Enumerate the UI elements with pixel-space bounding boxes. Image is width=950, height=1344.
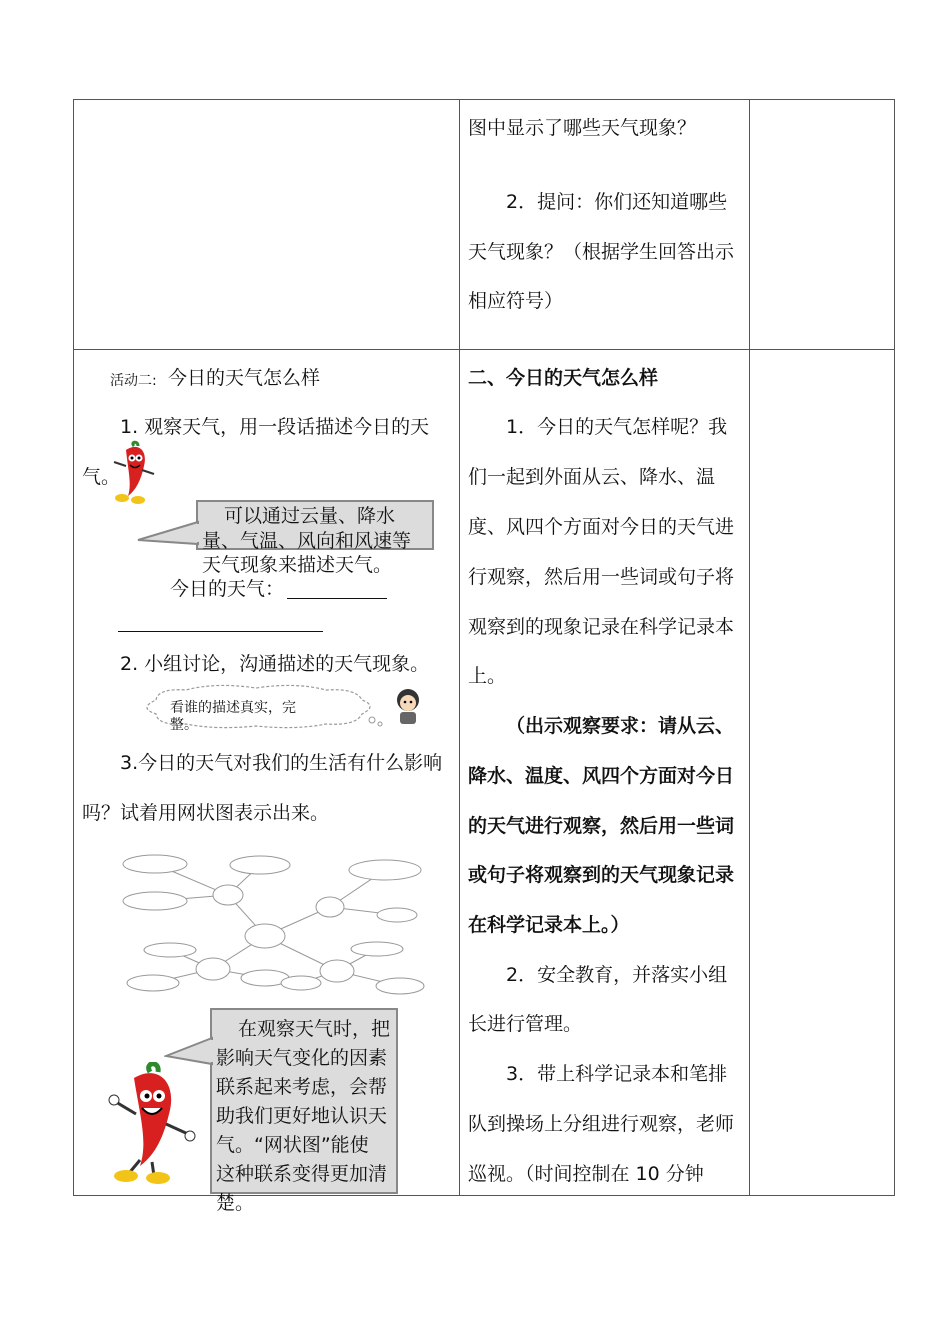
column-divider-1 <box>459 99 460 1196</box>
row-divider <box>73 349 895 350</box>
requirement-line-4: 或句子将观察到的天气现象记录 <box>468 864 735 886</box>
step2-text: 2. 小组讨论，沟通描述的天气现象。 <box>120 653 430 675</box>
para3-line-3: 巡视。（时间控制在 10 分钟 <box>468 1163 704 1185</box>
para3-line-1: 3．带上科学记录本和笔排 <box>506 1063 728 1085</box>
cloud-bubble-line-2: 整。 <box>170 717 198 733</box>
para1-line-5: 观察到的现象记录在科学记录本 <box>468 616 735 638</box>
tip-bubble-pointer <box>164 1036 214 1066</box>
row1-mid-line-4: 相应符号） <box>468 290 564 312</box>
step1-line-2: 气。 <box>82 466 121 488</box>
tip-line-4: 助我们更好地认识天 <box>216 1105 388 1127</box>
para1-line-4: 行观察，然后用一些词或句子将 <box>468 566 735 588</box>
para2-line-1: 2．安全教育，并落实小组 <box>506 964 728 986</box>
web-diagram <box>115 848 427 998</box>
step1-line-1: 1. 观察天气，用一段话描述今日的天 <box>120 416 430 438</box>
today-weather-blank-1[interactable] <box>287 598 387 599</box>
cloud-bubble-line-1: 看谁的描述真实，完 <box>170 700 296 716</box>
para3-line-2: 队到操场上分组进行观察，老师 <box>468 1113 735 1135</box>
row1-mid-line-3: 天气现象？（根据学生回答出示 <box>468 241 735 263</box>
activity-tag: 活动二: <box>110 373 157 389</box>
row1-mid-line-2: 2．提问：你们还知道哪些 <box>506 191 728 213</box>
today-weather-label: 今日的天气： <box>170 578 285 600</box>
requirement-line-2: 降水、温度、风四个方面对今日 <box>468 765 735 787</box>
tip-line-1: 在观察天气时，把 <box>238 1018 391 1040</box>
today-weather-blank-2[interactable] <box>118 631 323 632</box>
tip-line-7: 楚。 <box>216 1192 255 1214</box>
hint-bubble-line-1: 可以通过云量、降水 <box>224 505 396 527</box>
tip-line-6: 这种联系变得更加清 <box>216 1163 388 1185</box>
chili-mascot-large-icon <box>104 1062 198 1184</box>
row1-mid-line-1: 图中显示了哪些天气现象？ <box>468 117 697 139</box>
para2-line-2: 长进行管理。 <box>468 1013 583 1035</box>
tip-line-3: 联系起来考虑，会帮 <box>216 1076 388 1098</box>
table-right-border <box>894 99 895 1196</box>
column-divider-2 <box>749 99 750 1196</box>
para1-line-6: 上。 <box>468 665 507 687</box>
table-bottom-border <box>73 1195 895 1196</box>
tip-line-5: 气。“网状图”能使 <box>216 1134 369 1156</box>
requirement-line-3: 的天气进行观察，然后用一些词 <box>468 815 735 837</box>
para1-line-3: 度、风四个方面对今日的天气进 <box>468 516 735 538</box>
student-avatar-icon <box>393 686 423 726</box>
requirement-line-1: （出示观察要求：请从云、 <box>506 715 735 737</box>
para1-line-2: 们一起到外面从云、降水、温 <box>468 466 716 488</box>
step3-line-2: 吗？试着用网状图表示出来。 <box>82 802 330 824</box>
para1-line-1: 1．今日的天气怎样呢？我 <box>506 416 728 438</box>
hint-bubble-pointer <box>136 520 202 546</box>
table-top-border <box>73 99 895 100</box>
chili-mascot-icon <box>108 440 160 506</box>
activity-title: 今日的天气怎么样 <box>168 367 321 389</box>
hint-bubble-line-2: 量、气温、风向和风速等 <box>202 530 412 552</box>
hint-bubble-line-3: 天气现象来描述天气。 <box>202 554 393 576</box>
step3-line-1: 3.今日的天气对我们的生活有什么影响 <box>120 752 443 774</box>
table-left-border <box>73 99 74 1196</box>
requirement-line-5: 在科学记录本上。） <box>468 914 630 936</box>
tip-line-2: 影响天气变化的因素 <box>216 1047 388 1069</box>
section-heading: 二、今日的天气怎么样 <box>468 367 659 389</box>
